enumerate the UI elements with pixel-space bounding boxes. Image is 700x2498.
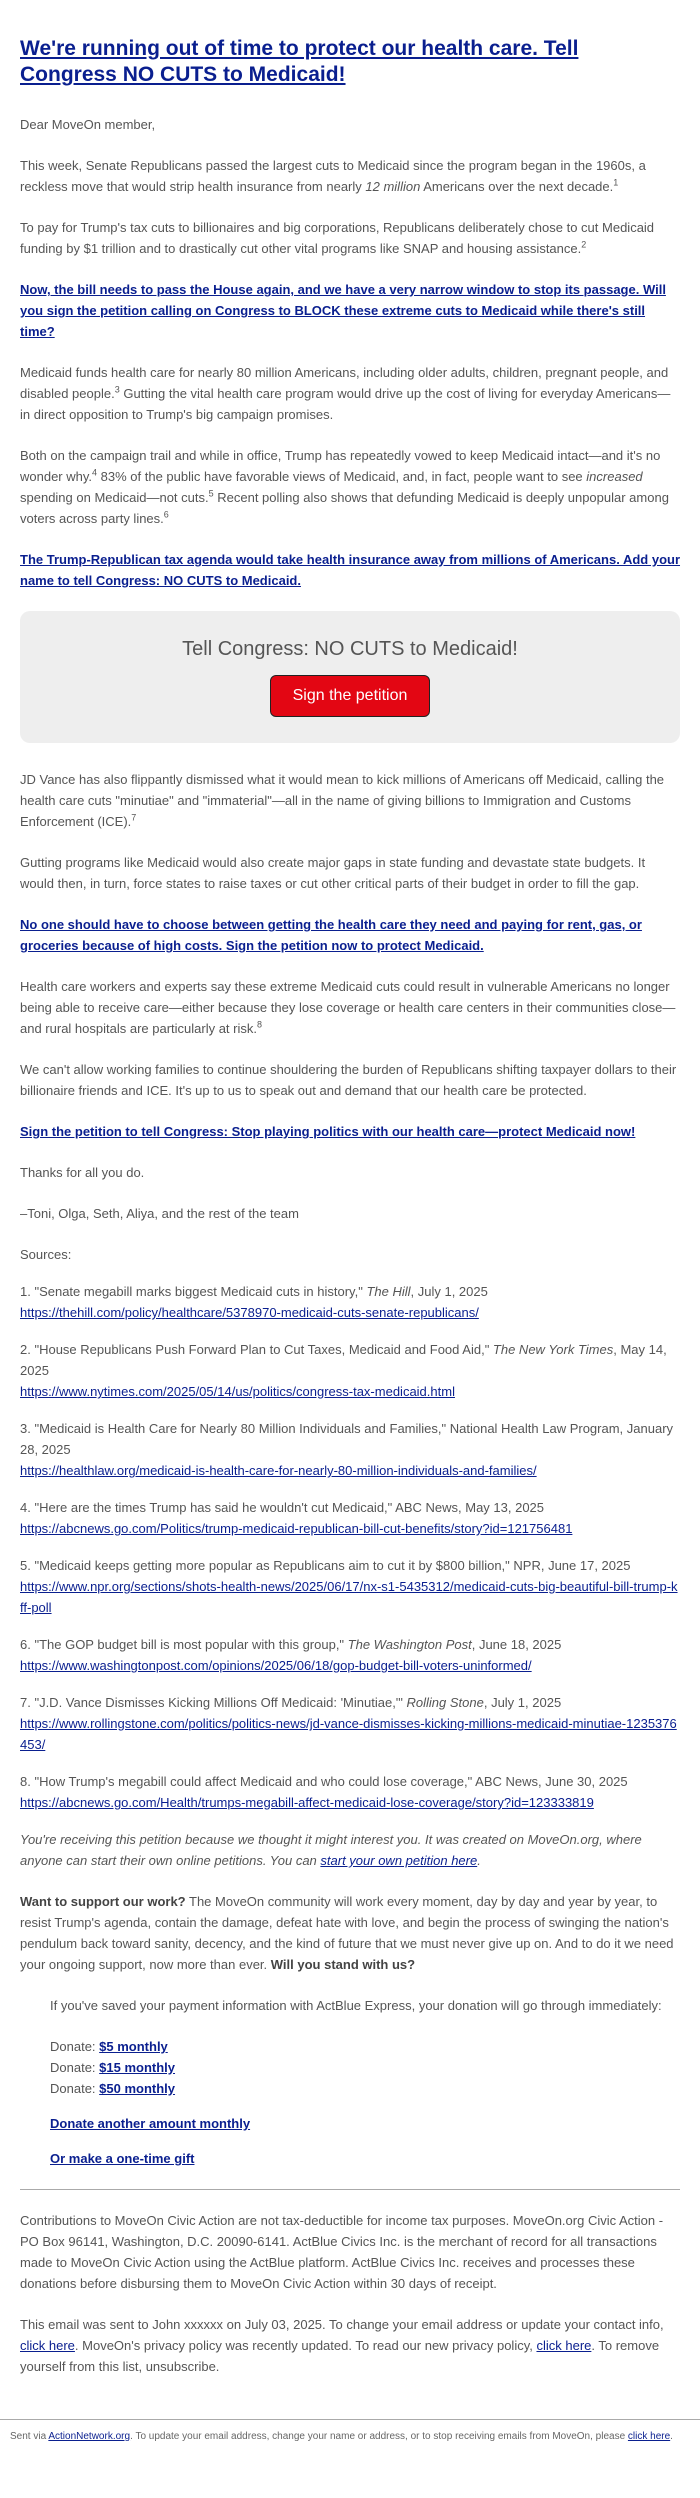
footnote-ref: 4 bbox=[92, 467, 98, 478]
footnote-ref: 5 bbox=[208, 488, 214, 499]
thanks: Thanks for all you do. bbox=[20, 1165, 145, 1180]
paragraph-2: To pay for Trump's tax cuts to billionaires and big corporations, Republicans deliberately chose to cut Medicaid funding by $1 trillion and to drastically cut other vital programs like SNAP and housing assistance.$^2$ bbox=[20, 220, 655, 256]
legal-disclaimer: Contributions to MoveOn Civic Action are not tax-deductible for income tax purposes. MoveOn.org Civic Action - PO Box 96141, Washington, D.C. 20090-6141. ActBlue Civics Inc. is the merchant of record for all transactions made to MoveOn Civic Action using the ActBlue platform. ActBlue Civics Inc. receives and processes these donations before disbursing them to MoveOn Civic Action within 30 days of receipt. bbox=[20, 2213, 664, 2291]
source-link[interactable]: https://healthlaw.org/medicaid-is-health-care-for-nearly-80-million-individuals-and-families/ bbox=[20, 1463, 537, 1478]
source-item: 4. "Here are the times Trump has said he wouldn't cut Medicaid," ABC News, May 13, 2025 https://abcnews.go.com/Politics/trump-medicaid-republican-bill-cut-benefits/story?id=121756481 bbox=[20, 1500, 573, 1536]
source-item: 6. "The GOP budget bill is most popular with this group," The Washington Post, June 18, 2025 https://www.washingtonpost.com/opinions/2025/06/18/gop-budget-bill-voters-uninformed/ bbox=[20, 1637, 562, 1673]
paragraph-1: This week, Senate Republicans passed the largest cuts to Medicaid since the program began in the 1960s, a reckless move that would strip health insurance from nearly 12 million Americans over the next decade.$^1$ bbox=[20, 158, 646, 194]
source-link[interactable]: https://abcnews.go.com/Health/trumps-megabill-affect-medicaid-lose-coverage/story?id=123333819 bbox=[20, 1795, 594, 1810]
footer: Sent via ActionNetwork.org. To update your email address, change your name or address, or to stop receiving emails from MoveOn, please click here. bbox=[0, 2419, 700, 2444]
donate-15-link[interactable]: $15 monthly bbox=[99, 2060, 176, 2075]
petition-title: Tell Congress: NO CUTS to Medicaid! bbox=[182, 638, 518, 660]
footnote-ref: 3 bbox=[114, 384, 120, 395]
paragraph-4: Both on the campaign trail and while in office, Trump has repeatedly vowed to keep Medicaid intact—and it's no wonder why.$^4$ 83% of the public have favorable views of Medicaid, and, in fact, people want to see increased spending on Medicaid—not cuts.$^5$ Recent polling also shows that defunding Medicaid is deeply unpopular among voters across party lines.$^6$ bbox=[20, 448, 669, 526]
footnote-ref: 2 bbox=[581, 239, 587, 250]
sources-list bbox=[20, 1281, 680, 1813]
paragraph-7: Health care workers and experts say these extreme Medicaid cuts could result in vulnerable Americans no longer being able to receive care—either because they lose coverage or health care centers in their communities close—and rural hospitals are particularly at risk.$^8$ bbox=[20, 979, 676, 1036]
source-link[interactable]: https://www.washingtonpost.com/opinions/2025/06/18/gop-budget-bill-voters-uninformed/ bbox=[20, 1658, 532, 1673]
source-link[interactable]: https://www.nytimes.com/2025/05/14/us/politics/congress-tax-medicaid.html bbox=[20, 1384, 455, 1399]
petition-link-3[interactable]: No one should have to choose between getting the health care they need and paying for rent, gas, or groceries because of high costs. Sign the petition now to protect Medicaid. bbox=[20, 917, 642, 953]
footnote-ref: 8 bbox=[257, 1019, 263, 1030]
source-item: 8. "How Trump's megabill could affect Medicaid and who could lose coverage," ABC News, June 30, 2025 https://abcnews.go.com/Health/trumps-megabill-affect-medicaid-lose-coverage/story?id=123333819 bbox=[20, 1774, 628, 1810]
donate-option: Donate: $50 monthly bbox=[50, 2081, 176, 2096]
donate-50-link[interactable]: $50 monthly bbox=[99, 2081, 176, 2096]
greeting: Dear MoveOn member, bbox=[20, 117, 156, 132]
footnote-ref: 6 bbox=[163, 509, 169, 520]
petition-link-1[interactable]: Now, the bill needs to pass the House again, and we have a very narrow window to stop its passage. Will you sign the petition calling on Congress to BLOCK these extreme cuts to Medicaid while there's still time? bbox=[20, 282, 666, 339]
source-item: 1. "Senate megabill marks biggest Medicaid cuts in history," The Hill, July 1, 2025 https://thehill.com/policy/healthcare/5378970-medicaid-cuts-senate-republicans/ bbox=[20, 1284, 488, 1320]
petition-box bbox=[20, 611, 680, 743]
paragraph-8: We can't allow working families to continue shouldering the burden of Republicans shifting taxpayer dollars to their billionaire friends and ICE. It's up to us to speak out and demand that our health care be protected. bbox=[20, 1062, 677, 1098]
sign-petition-button[interactable]: Sign the petition bbox=[270, 675, 431, 717]
sources-label: Sources: bbox=[20, 1247, 72, 1262]
footnote-ref: 1 bbox=[613, 177, 619, 188]
source-link[interactable]: https://abcnews.go.com/Politics/trump-medicaid-republican-bill-cut-benefits/story?id=121756481 bbox=[20, 1521, 573, 1536]
source-link[interactable]: https://thehill.com/policy/healthcare/5378970-medicaid-cuts-senate-republicans/ bbox=[20, 1305, 479, 1320]
donate-option: Donate: $5 monthly bbox=[50, 2039, 168, 2054]
receiving-note: You're receiving this petition because we thought it might interest you. It was created on MoveOn.org, where anyone can start their own online petitions. You can start your own petition here. bbox=[20, 1832, 642, 1868]
source-link[interactable]: https://www.rollingstone.com/politics/politics-news/jd-vance-dismisses-kicking-millions-medicaid-minutiae-1235376453/ bbox=[20, 1716, 677, 1752]
paragraph-3: Medicaid funds health care for nearly 80 million Americans, including older adults, children, pregnant people, and disabled people.$^3$ Gutting the vital health care program would drive up the cost of living for everyday Americans—in direct opposition to Trump's big campaign promises. bbox=[20, 365, 671, 422]
petition-link-4[interactable]: Sign the petition to tell Congress: Stop playing politics with our health care—protect Medicaid now! bbox=[20, 1124, 636, 1139]
donate-another-amount-link[interactable]: Donate another amount monthly bbox=[50, 2116, 251, 2131]
paragraph-6: Gutting programs like Medicaid would also create major gaps in state funding and devastate state budgets. It would then, in turn, force states to raise taxes or cut other critical parts of their budget in order to fill the gap. bbox=[20, 855, 646, 891]
source-link[interactable]: https://www.npr.org/sections/shots-health-news/2025/06/17/nx-s1-5435312/medicaid-cuts-big-beautiful-bill-trump-kff-poll bbox=[20, 1579, 678, 1615]
support-paragraph: Want to support our work? The MoveOn community will work every moment, day by day and year by year, to resist Trump's agenda, contain the damage, defeat hate with love, and begin the process of swinging the nation's pendulum back toward sanity, decency, and the kind of future that we must never give up on. And to do it we need your ongoing support, now more than ever. Will you stand with us? bbox=[20, 1894, 674, 1972]
actionnetwork-link[interactable]: ActionNetwork.org bbox=[48, 2431, 131, 2442]
donate-intro: If you've saved your payment information with ActBlue Express, your donation will go through immediately: bbox=[50, 1998, 662, 2013]
divider bbox=[20, 2189, 680, 2190]
one-time-gift-link[interactable]: Or make a one-time gift bbox=[50, 2151, 195, 2166]
source-item: 3. "Medicaid is Health Care for Nearly 80 Million Individuals and Families," National Health Law Program, January 28, 2025 https://healthlaw.org/medicaid-is-health-care-for-nearly-80-million-individuals-and-families/ bbox=[20, 1421, 674, 1478]
footnote-ref: 7 bbox=[131, 812, 137, 823]
donate-option: Donate: $15 monthly bbox=[50, 2060, 176, 2075]
footer-click-here-link[interactable]: click here bbox=[627, 2431, 671, 2442]
sent-notice: This email was sent to John xxxxxx on July 03, 2025. To change your email address or update your contact info, click here. MoveOn's privacy policy was recently updated. To read our new privacy policy, click here. To remove yourself from this list, unsubscribe. bbox=[20, 2317, 664, 2374]
start-petition-link[interactable]: start your own petition here bbox=[320, 1853, 478, 1868]
privacy-policy-link[interactable]: click here bbox=[536, 2338, 592, 2353]
source-item: 7. "J.D. Vance Dismisses Kicking Millions Off Medicaid: 'Minutiae,'" Rolling Stone, July 1, 2025 https://www.rollingstone.com/politics/politics-news/jd-vance-dismisses-kicking-millions-medicaid-minutiae-1235376453/ bbox=[20, 1695, 677, 1752]
donate-5-link[interactable]: $5 monthly bbox=[99, 2039, 168, 2054]
petition-link-2[interactable]: The Trump-Republican tax agenda would take health insurance away from millions of Americans. Add your name to tell Congress: NO CUTS to Medicaid. bbox=[20, 552, 681, 588]
source-item: 5. "Medicaid keeps getting more popular as Republicans aim to cut it by $800 billion," NPR, June 17, 2025 https://www.npr.org/sections/shots-health-news/2025/06/17/nx-s1-5435312/medicaid-cuts-big-beautiful-bill-trump-kff-poll bbox=[20, 1558, 678, 1615]
headline-link[interactable]: We're running out of time to protect our health care. Tell Congress NO CUTS to Medicaid! bbox=[20, 37, 579, 86]
source-item: 2. "House Republicans Push Forward Plan to Cut Taxes, Medicaid and Food Aid," The New York Times, May 14, 2025 https://www.nytimes.com/2025/05/14/us/politics/congress-tax-medicaid.html bbox=[20, 1342, 667, 1399]
signoff: –Toni, Olga, Seth, Aliya, and the rest of the team bbox=[20, 1206, 299, 1221]
update-contact-link[interactable]: click here bbox=[20, 2338, 75, 2353]
paragraph-5: JD Vance has also flippantly dismissed what it would mean to kick millions of Americans off Medicaid, calling the health care cuts "minutiae" and "immaterial"—all in the name of giving billions to Immigration and Customs Enforcement (ICE).$^7$ bbox=[20, 772, 665, 829]
donate-section bbox=[20, 1995, 680, 2169]
